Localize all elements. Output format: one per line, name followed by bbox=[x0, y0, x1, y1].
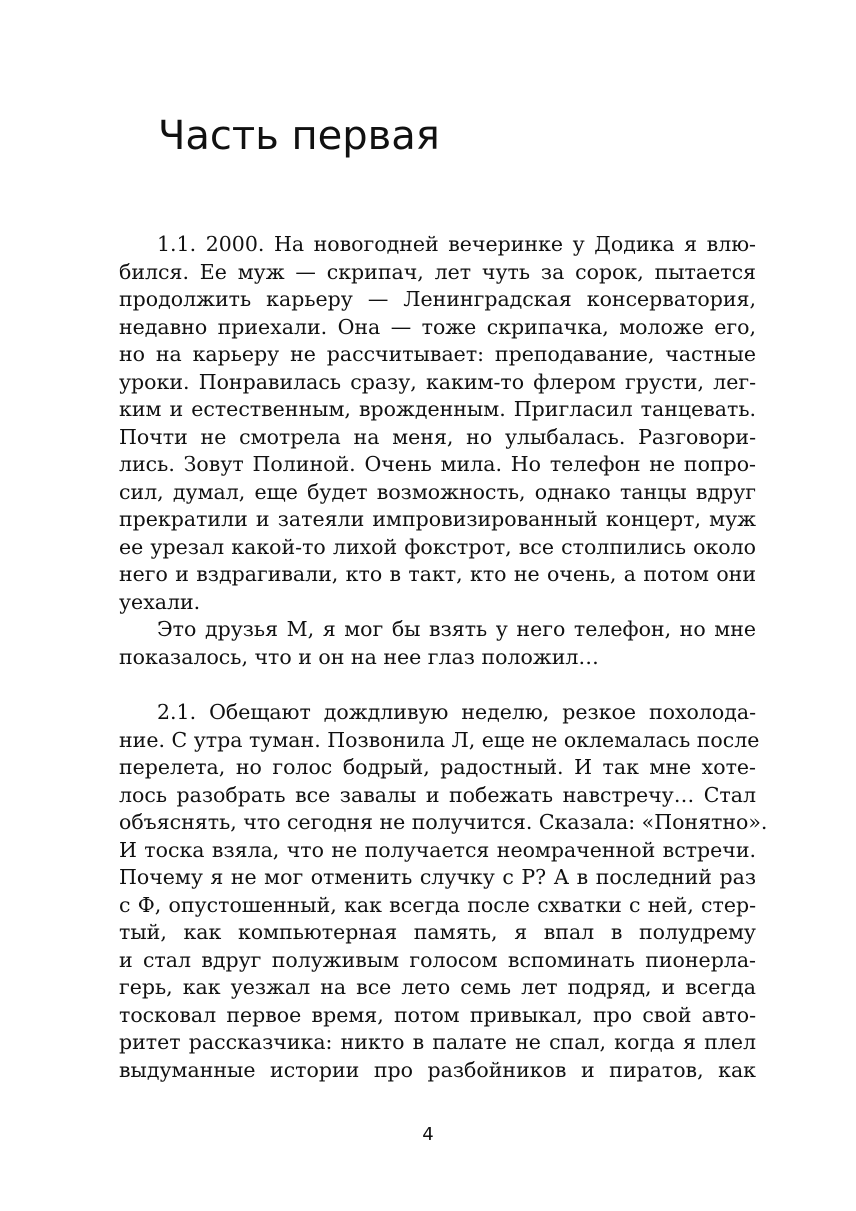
text-line: Это друзья М, я мог бы взять у него телефон, но мне bbox=[157, 617, 756, 641]
text-line: сил, думал, еще будет возможность, однако танцы вдруг bbox=[119, 479, 756, 504]
text-line: и стал вдруг полуживым голосом вспоминать пионерла- bbox=[119, 947, 756, 972]
text-line: выдуманные истории про разбойников и пиратов, как bbox=[119, 1057, 756, 1082]
text-line: бился. Ее муж — скрипач, лет чуть за сорок, пытается bbox=[119, 259, 756, 284]
text-line: Почти не смотрела на меня, но улыбалась. Разговори- bbox=[119, 424, 756, 449]
text-line: лись. Зовут Полиной. Очень мила. Но телефон не попро- bbox=[119, 452, 756, 476]
text-line: тосковал первое время, потом привыкал, про свой авто- bbox=[119, 1002, 756, 1027]
text-line: прекратили и затеяли импровизированный концерт, муж bbox=[119, 507, 756, 531]
text-line: с Ф, опустошенный, как всегда после схватки с ней, стер- bbox=[119, 892, 756, 917]
text-line: перелета, но голос бодрый, радостный. И так мне хоте- bbox=[119, 755, 756, 779]
page-number: 4 bbox=[422, 1124, 434, 1145]
text-line: Почему я не мог отменить случку с Р? А в последний раз bbox=[119, 865, 756, 889]
text-line: лось разобрать все завалы и побежать навстречу… Стал bbox=[119, 782, 756, 807]
text-line: него и вздрагивали, кто в такт, кто не очень, а потом они bbox=[119, 562, 756, 586]
text-line: но на карьеру не рассчитывает: преподавание, частные bbox=[119, 342, 756, 366]
text-line: И тоска взяла, что не получается неомраченной встречи. bbox=[119, 837, 756, 862]
text-line: тый, как компьютерная память, я впал в полудрему bbox=[119, 920, 756, 944]
text-line: уроки. Понравилась сразу, каким-то флером грусти, лег- bbox=[119, 369, 756, 394]
text-line: ние. С утра туман. Позвонила Л, еще не оклемалась после bbox=[119, 727, 760, 752]
paragraph bbox=[119, 231, 756, 616]
text-line: 1.1. 2000. На новогодней вечеринке у Додика я влю- bbox=[157, 232, 756, 256]
text-line: 2.1. Обещают дождливую неделю, резкое похолода- bbox=[157, 700, 756, 724]
text-line: уехали. bbox=[119, 589, 201, 614]
text-line: недавно приехали. Она — тоже скрипачка, моложе его, bbox=[119, 314, 756, 339]
paragraph bbox=[119, 699, 768, 1084]
text-line: герь, как уезжал на все лето семь лет подряд, и всегда bbox=[119, 975, 756, 999]
diary-entry bbox=[119, 231, 756, 671]
diary-entry bbox=[119, 699, 768, 1084]
text-line: объяснять, что сегодня не получится. Сказала: «Понятно». bbox=[119, 810, 768, 834]
paragraph bbox=[119, 616, 756, 671]
text-line: ее урезал какой-то лихой фокстрот, все столпились около bbox=[119, 534, 756, 559]
chapter-title: Часть первая bbox=[158, 113, 440, 159]
text-line: продолжить карьеру — Ленинградская консерватория, bbox=[119, 287, 756, 311]
text-line: ким и естественным, врожденным. Пригласил танцевать. bbox=[119, 397, 756, 421]
text-line: ритет рассказчика: никто в палате не спал, когда я плел bbox=[119, 1030, 756, 1054]
text-line: показалось, что и он на нее глаз положил… bbox=[119, 644, 599, 669]
